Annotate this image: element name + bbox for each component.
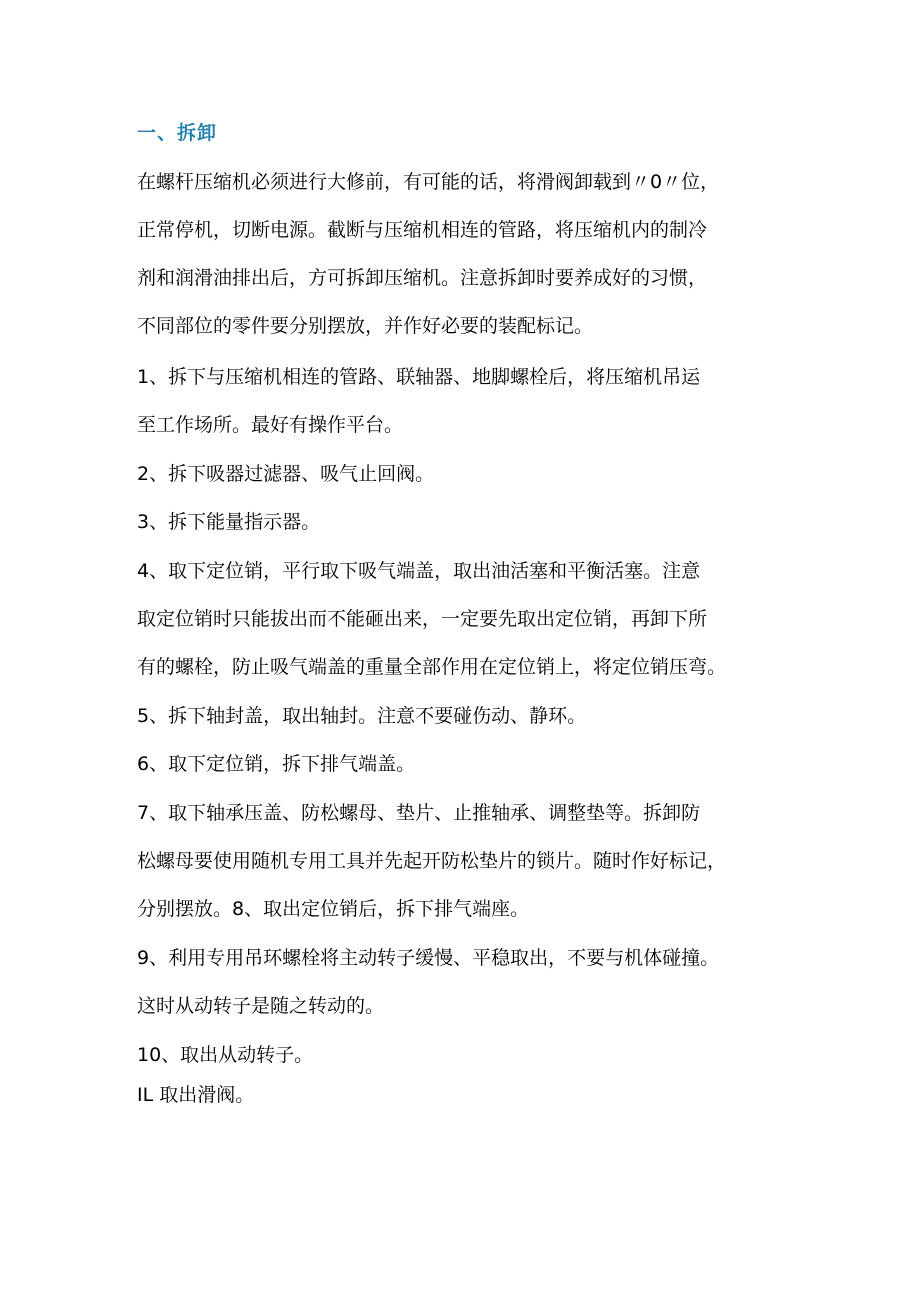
step-4	[137, 547, 787, 691]
step-3	[137, 498, 787, 546]
tail-steps	[137, 1035, 787, 1115]
text-line: 松螺母要使用随机专用工具并先起开防松垫片的锁片。随时作好标记，	[137, 850, 727, 872]
intro-paragraph	[137, 158, 787, 350]
text-line: 取定位销时只能拔出而不能砸出来，一定要先取出定位销，再卸下所	[137, 608, 708, 630]
step-9	[137, 934, 787, 1030]
text-line: 剂和润滑油排出后，方可拆卸压缩机。注意拆卸时要养成好的习惯，	[137, 267, 708, 289]
text-line: 9、利用专用吊环螺栓将主动转子缓慢、平稳取出，不要与机体碰撞。	[137, 947, 720, 969]
step-5	[137, 692, 787, 740]
step-1	[137, 353, 787, 449]
text-line: 这时从动转子是随之转动的。	[137, 995, 385, 1017]
text-line: 正常停机，切断电源。截断与压缩机相连的管路，将压缩机内的制冷	[137, 219, 708, 241]
section-heading: 一、拆卸	[137, 122, 218, 144]
text-line: 至工作场所。最好有操作平台。	[137, 414, 404, 436]
text-line: 6、取下定位销，拆下排气端盖。	[137, 753, 416, 775]
step-6	[137, 740, 787, 788]
text-line: IL 取出滑阀。	[137, 1084, 255, 1106]
text-line: 1、拆下与压缩机相连的管路、联轴器、地脚螺栓后，将压缩机吊运	[137, 366, 701, 388]
text-line: 在螺杆压缩机必须进行大修前，有可能的话，将滑阀卸载到〃0〃位，	[137, 171, 720, 193]
text-line: 10、取出从动转子。	[137, 1044, 314, 1066]
text-line: 3、拆下能量指示器。	[137, 511, 321, 533]
text-line: 不同部位的零件要分别摆放，并作好必要的装配标记。	[137, 315, 594, 337]
text-line: 7、取下轴承压盖、防松螺母、垫片、止推轴承、调整垫等。拆卸防	[137, 802, 701, 824]
text-line: 4、取下定位销，平行取下吸气端盖，取出油活塞和平衡活塞。注意	[137, 560, 701, 582]
text-line: 2、拆下吸器过滤器、吸气止回阀。	[137, 463, 435, 485]
step-2	[137, 450, 787, 498]
step-7	[137, 789, 787, 933]
text-line: 分别摆放。8、取出定位销后，拆下排气端座。	[137, 898, 530, 920]
text-line: 有的螺栓，防止吸气端盖的重量全部作用在定位销上，将定位销压弯。	[137, 656, 727, 678]
text-line: 5、拆下轴封盖，取出轴封。注意不要碰伤动、静环。	[137, 705, 587, 727]
